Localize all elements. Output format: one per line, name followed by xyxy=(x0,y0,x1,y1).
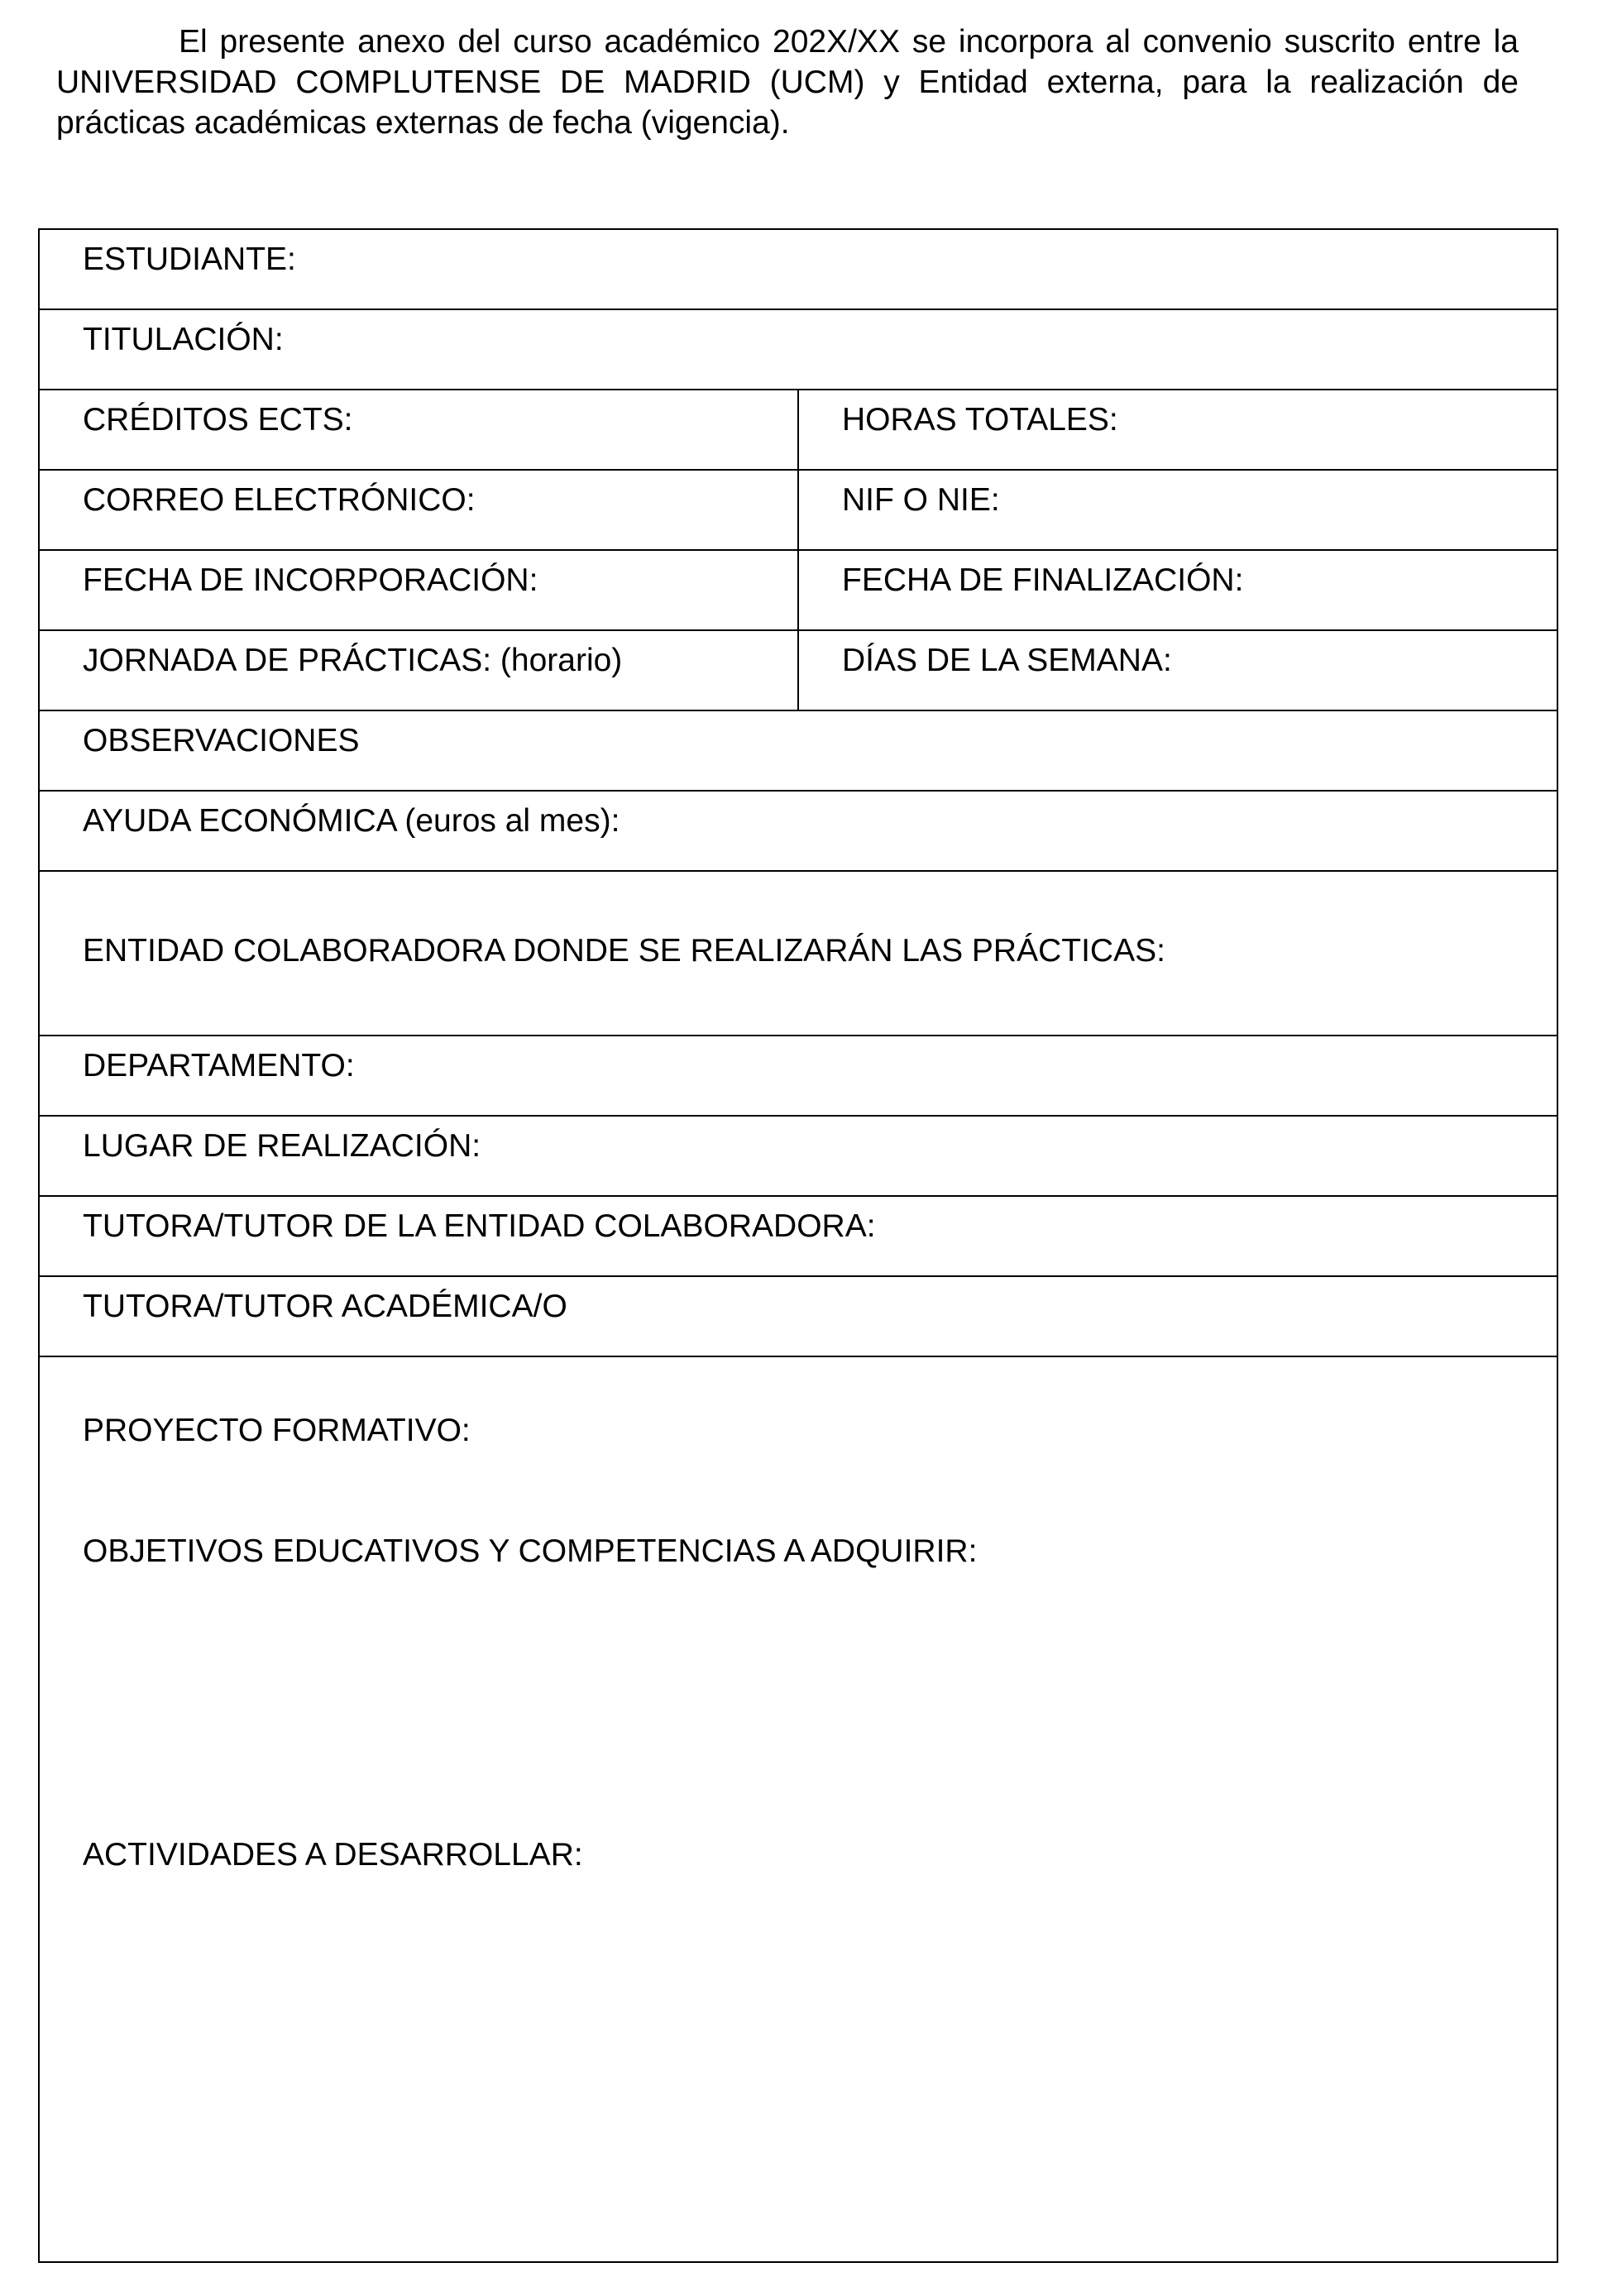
field-nif[interactable] xyxy=(799,471,1558,549)
row-tutor-entidad xyxy=(40,1197,1557,1277)
label-proyecto: PROYECTO FORMATIVO: xyxy=(83,1413,471,1448)
label-lugar: LUGAR DE REALIZACIÓN: xyxy=(83,1128,481,1164)
field-proyecto-formativo[interactable] xyxy=(40,1357,1557,2263)
label-horas: HORAS TOTALES: xyxy=(842,402,1118,438)
row-correo-nif xyxy=(40,471,1557,551)
row-estudiante xyxy=(40,230,1557,310)
field-fecha-incorporacion[interactable] xyxy=(40,551,799,629)
row-entidad xyxy=(40,872,1557,1036)
intro-paragraph: El presente anexo del curso académico 202X/XX se incorpora al convenio suscrito entre la UNIVERSIDAD COMPLUTENSE DE MADRID (UCM) y Entidad externa, para la realización de prácticas académicas externas de fecha (vigencia). xyxy=(56,24,1519,141)
field-creditos[interactable] xyxy=(40,390,799,469)
field-correo[interactable] xyxy=(40,471,799,549)
label-objetivos: OBJETIVOS EDUCATIVOS Y COMPETENCIAS A ADQUIRIR: xyxy=(83,1533,978,1569)
row-fechas xyxy=(40,551,1557,631)
label-ayuda: AYUDA ECONÓMICA (euros al mes): xyxy=(83,803,620,839)
label-tutor-academico: TUTORA/TUTOR ACADÉMICA/O xyxy=(83,1289,567,1324)
row-lugar xyxy=(40,1117,1557,1197)
label-creditos: CRÉDITOS ECTS: xyxy=(83,402,353,438)
label-jornada: JORNADA DE PRÁCTICAS: (horario) xyxy=(83,643,623,678)
row-departamento xyxy=(40,1036,1557,1117)
field-tutor-academico[interactable] xyxy=(40,1277,1557,1356)
row-jornada-dias xyxy=(40,631,1557,711)
row-creditos-horas xyxy=(40,390,1557,471)
label-fecha-finalizacion: FECHA DE FINALIZACIÓN: xyxy=(842,562,1244,598)
field-estudiante[interactable] xyxy=(40,230,1557,309)
internship-form-table xyxy=(38,228,1558,2263)
label-fecha-incorporacion: FECHA DE INCORPORACIÓN: xyxy=(83,562,538,598)
label-entidad: ENTIDAD COLABORADORA DONDE SE REALIZARÁN LAS PRÁCTICAS: xyxy=(83,933,1165,969)
row-observaciones xyxy=(40,711,1557,792)
field-observaciones[interactable] xyxy=(40,711,1557,790)
field-tutor-entidad[interactable] xyxy=(40,1197,1557,1275)
label-nif: NIF O NIE: xyxy=(842,482,1000,518)
label-departamento: DEPARTAMENTO: xyxy=(83,1048,355,1083)
field-titulacion[interactable] xyxy=(40,310,1557,389)
row-tutor-academico xyxy=(40,1277,1557,1357)
field-departamento[interactable] xyxy=(40,1036,1557,1115)
label-tutor-entidad: TUTORA/TUTOR DE LA ENTIDAD COLABORADORA: xyxy=(83,1208,876,1244)
row-ayuda xyxy=(40,792,1557,872)
label-actividades: ACTIVIDADES A DESARROLLAR: xyxy=(83,1837,583,1873)
label-dias: DÍAS DE LA SEMANA: xyxy=(842,643,1172,678)
field-entidad[interactable] xyxy=(40,872,1557,1035)
field-dias[interactable] xyxy=(799,631,1558,710)
label-titulacion: TITULACIÓN: xyxy=(83,322,284,357)
label-correo: CORREO ELECTRÓNICO: xyxy=(83,482,476,518)
row-proyecto-formativo xyxy=(40,1357,1557,2263)
field-jornada[interactable] xyxy=(40,631,799,710)
row-titulacion xyxy=(40,310,1557,390)
label-estudiante: ESTUDIANTE: xyxy=(83,242,296,277)
field-horas[interactable] xyxy=(799,390,1558,469)
label-observaciones: OBSERVACIONES xyxy=(83,723,360,758)
field-fecha-finalizacion[interactable] xyxy=(799,551,1558,629)
field-lugar[interactable] xyxy=(40,1117,1557,1195)
field-ayuda[interactable] xyxy=(40,792,1557,870)
